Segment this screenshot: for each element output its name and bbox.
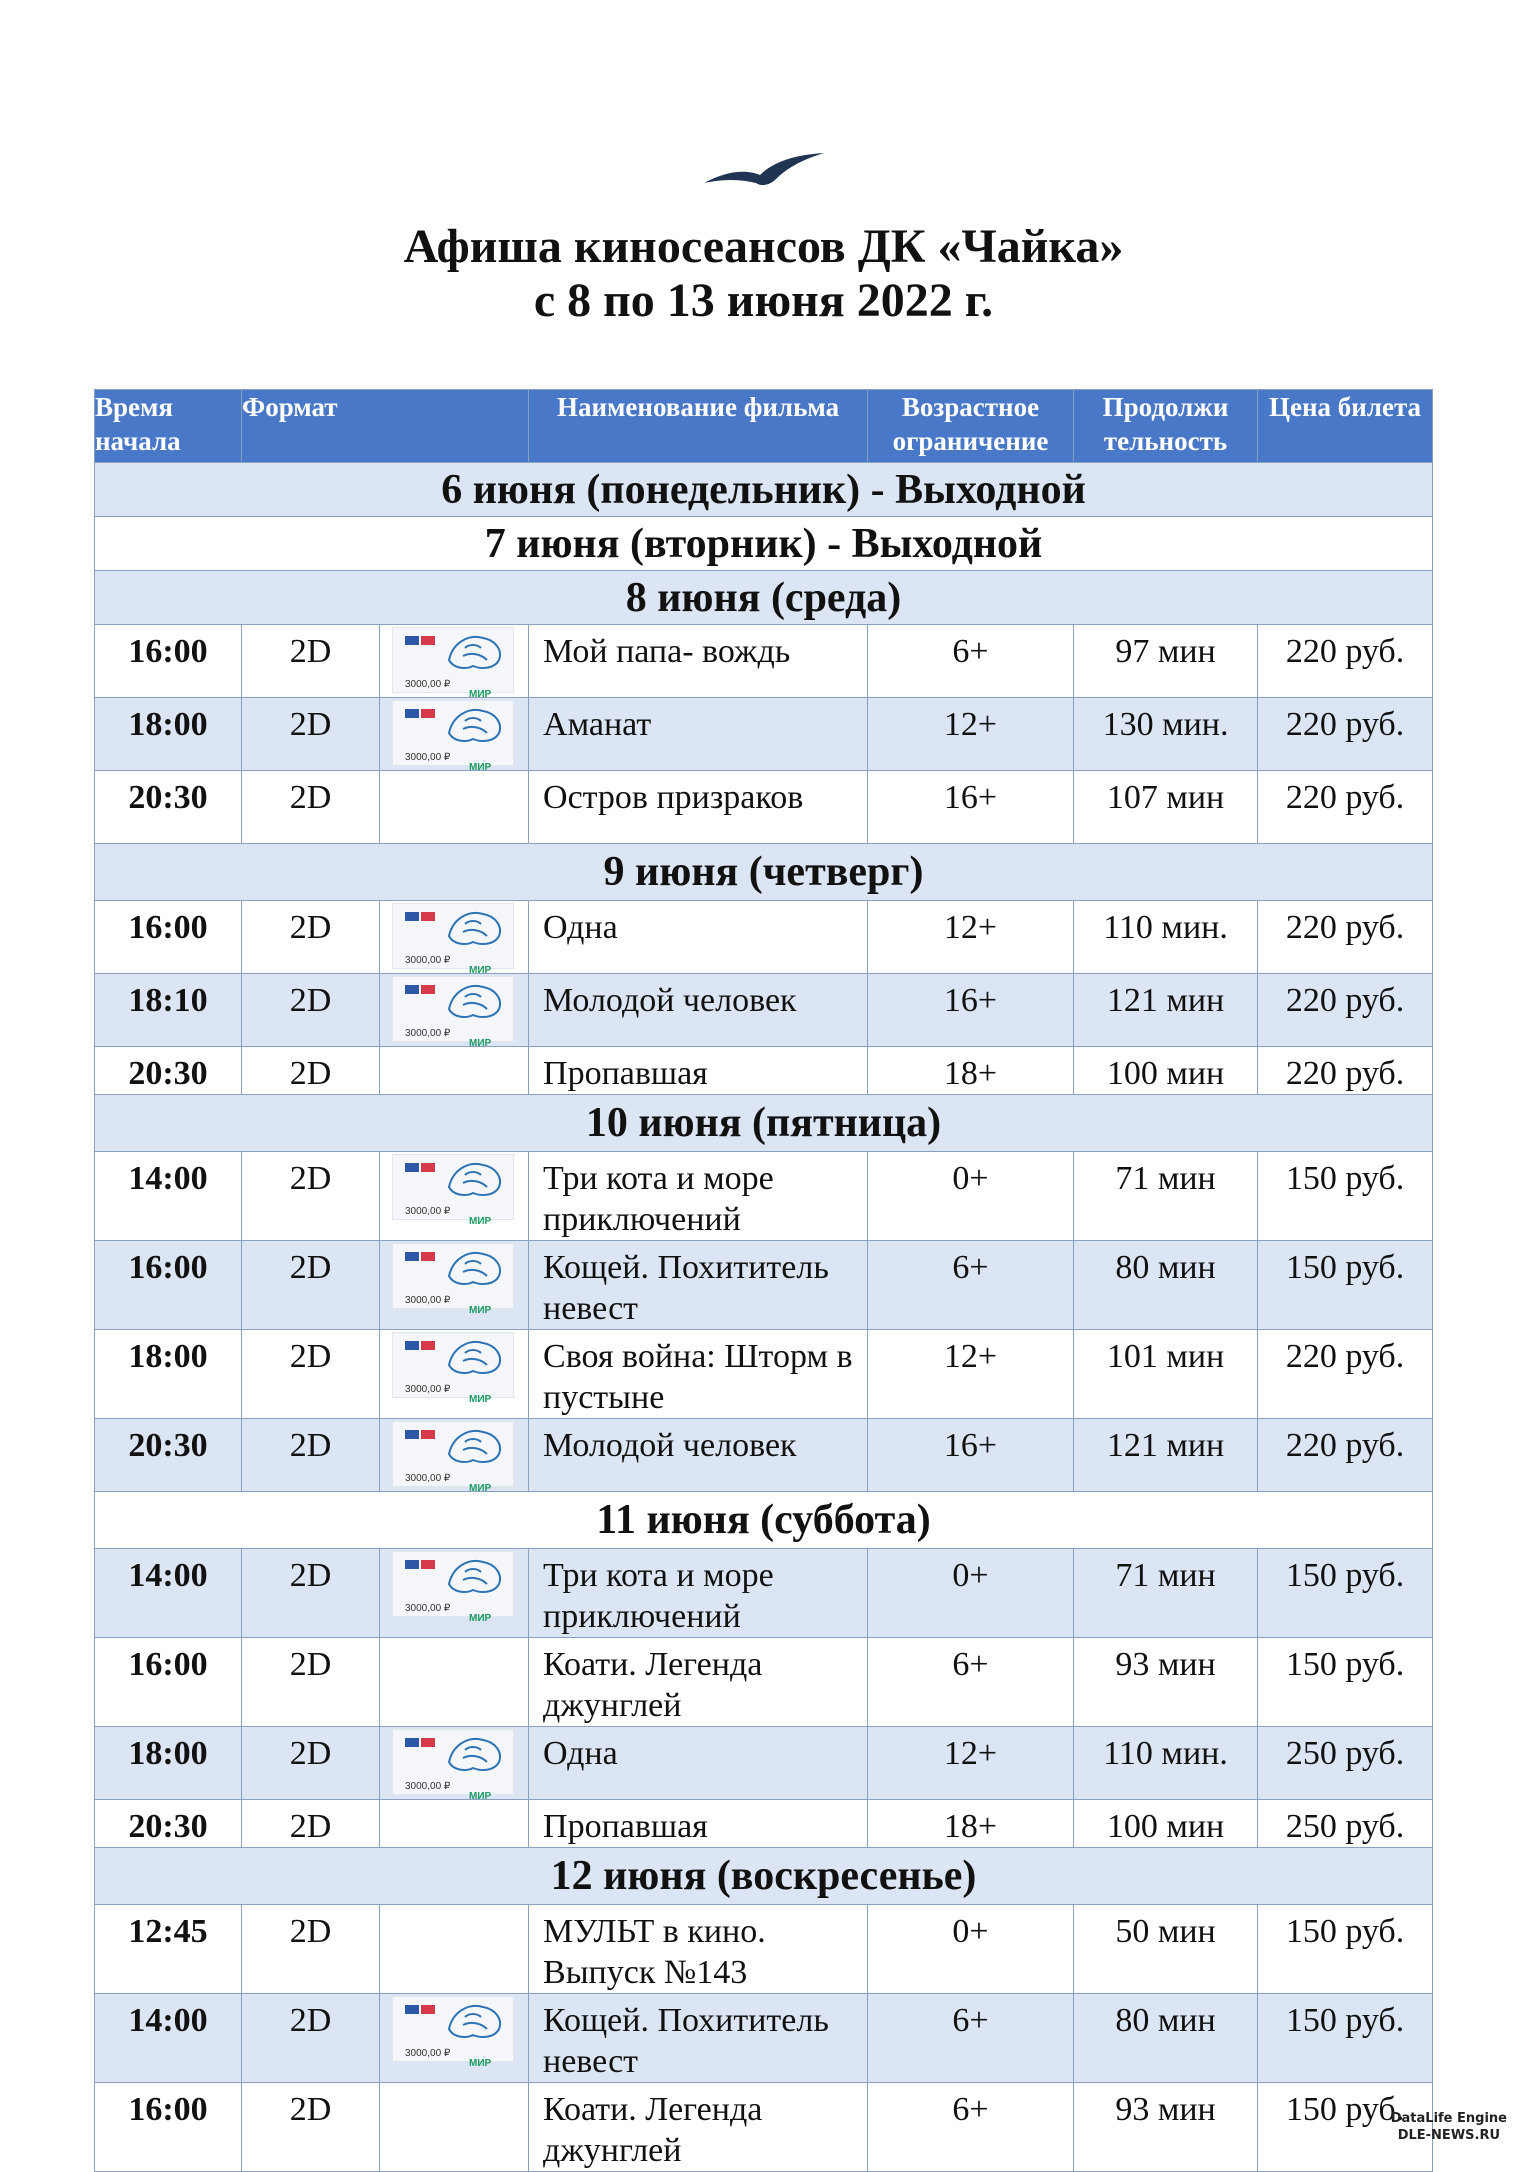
day-header-row <box>95 517 1433 571</box>
card-amount: 3000,00 ₽ <box>405 679 451 690</box>
age-rating: 6+ <box>868 625 1074 698</box>
film-title: Мой папа- вождь <box>529 625 868 698</box>
day-header-row <box>95 1492 1433 1549</box>
table-row <box>95 698 1433 771</box>
ticket-price: 220 руб. <box>1258 1419 1433 1492</box>
watermark <box>1391 2110 1507 2144</box>
table-row <box>95 771 1433 844</box>
column-header-time: Время начала <box>95 390 242 463</box>
ticket-price: 220 руб. <box>1258 974 1433 1047</box>
session-time: 16:00 <box>95 1241 242 1330</box>
session-time: 12:45 <box>95 1905 242 1994</box>
day-header-row <box>95 844 1433 901</box>
table-row <box>95 1800 1433 1848</box>
film-duration: 107 мин <box>1074 771 1258 844</box>
card-brand: МИР <box>469 1613 492 1624</box>
session-time: 20:30 <box>95 1047 242 1095</box>
pushkin-card-icon <box>392 627 514 700</box>
pushkin-card-cell <box>380 1800 529 1848</box>
film-title: Пропавшая <box>529 1047 868 1095</box>
session-format: 2D <box>242 1047 380 1095</box>
pushkin-card-cell <box>380 771 529 844</box>
day-header: 7 июня (вторник) - Выходной <box>95 517 1433 571</box>
card-brand: МИР <box>469 965 492 976</box>
pushkin-card-cell <box>380 625 529 698</box>
day-header: 6 июня (понедельник) - Выходной <box>95 463 1433 517</box>
pushkin-card-cell <box>380 1330 529 1419</box>
session-format: 2D <box>242 698 380 771</box>
session-format: 2D <box>242 1241 380 1330</box>
film-duration: 101 мин <box>1074 1330 1258 1419</box>
film-duration: 110 мин. <box>1074 1727 1258 1800</box>
ticket-price: 150 руб. <box>1258 1905 1433 1994</box>
ticket-price: 150 руб. <box>1258 1549 1433 1638</box>
pushkin-card-icon <box>392 1243 514 1316</box>
session-format: 2D <box>242 1994 380 2083</box>
session-format: 2D <box>242 2083 380 2172</box>
card-amount: 3000,00 ₽ <box>405 1781 451 1792</box>
day-header: 12 июня (воскресенье) <box>95 1848 1433 1905</box>
session-time: 20:30 <box>95 1419 242 1492</box>
card-amount: 3000,00 ₽ <box>405 752 451 763</box>
pushkin-card-cell <box>380 1241 529 1330</box>
schedule-table <box>94 389 1433 2172</box>
film-title: Коати. Легенда джунглей <box>529 1638 868 1727</box>
film-title: Пропавшая <box>529 1800 868 1848</box>
session-time: 20:30 <box>95 1800 242 1848</box>
card-amount: 3000,00 ₽ <box>405 1603 451 1614</box>
table-row <box>95 1994 1433 2083</box>
session-time: 18:00 <box>95 698 242 771</box>
card-amount: 3000,00 ₽ <box>405 1206 451 1217</box>
seagull-logo-icon <box>700 145 830 195</box>
table-row <box>95 1330 1433 1419</box>
film-duration: 50 мин <box>1074 1905 1258 1994</box>
pushkin-card-cell <box>380 698 529 771</box>
table-row <box>95 1905 1433 1994</box>
card-brand: МИР <box>469 1791 492 1802</box>
session-time: 18:10 <box>95 974 242 1047</box>
table-row <box>95 1047 1433 1095</box>
pushkin-card-icon <box>392 700 514 773</box>
watermark-line2: DLE-NEWS.RU <box>1397 2128 1501 2143</box>
card-brand: МИР <box>469 1216 492 1227</box>
day-header-row <box>95 571 1433 625</box>
ticket-price: 150 руб. <box>1258 1994 1433 2083</box>
pushkin-card-cell <box>380 1549 529 1638</box>
film-title: Остров призраков <box>529 771 868 844</box>
session-time: 16:00 <box>95 625 242 698</box>
column-header-format: Формат <box>242 390 529 463</box>
film-duration: 71 мин <box>1074 1152 1258 1241</box>
film-title: МУЛЬТ в кино. Выпуск №143 <box>529 1905 868 1994</box>
pushkin-card-icon <box>392 1729 514 1802</box>
session-format: 2D <box>242 1800 380 1848</box>
pushkin-card-cell <box>380 901 529 974</box>
card-brand: МИР <box>469 2058 492 2069</box>
age-rating: 16+ <box>868 974 1074 1047</box>
film-duration: 80 мин <box>1074 1994 1258 2083</box>
film-duration: 121 мин <box>1074 1419 1258 1492</box>
card-amount: 3000,00 ₽ <box>405 1384 451 1395</box>
page-subtitle: с 8 по 13 июня 2022 г. <box>533 274 994 327</box>
day-header: 9 июня (четверг) <box>95 844 1433 901</box>
film-title: Молодой человек <box>529 1419 868 1492</box>
film-duration: 80 мин <box>1074 1241 1258 1330</box>
session-format: 2D <box>242 901 380 974</box>
table-row <box>95 1152 1433 1241</box>
age-rating: 12+ <box>868 1727 1074 1800</box>
column-header-price: Цена билета <box>1258 390 1433 463</box>
card-brand: МИР <box>469 1394 492 1405</box>
session-time: 14:00 <box>95 1152 242 1241</box>
film-title: Своя война: Шторм в пустыне <box>529 1330 868 1419</box>
table-row <box>95 1638 1433 1727</box>
ticket-price: 220 руб. <box>1258 901 1433 974</box>
film-title: Аманат <box>529 698 868 771</box>
pushkin-card-cell <box>380 1994 529 2083</box>
ticket-price: 220 руб. <box>1258 1047 1433 1095</box>
ticket-price: 250 руб. <box>1258 1800 1433 1848</box>
column-header-name: Наименование фильма <box>529 390 868 463</box>
session-format: 2D <box>242 1905 380 1994</box>
pushkin-card-cell <box>380 974 529 1047</box>
watermark-line1: DataLife Engine <box>1390 2111 1507 2126</box>
card-amount: 3000,00 ₽ <box>405 1028 451 1039</box>
session-time: 16:00 <box>95 901 242 974</box>
film-title: Коати. Легенда джунглей <box>529 2083 868 2172</box>
session-time: 14:00 <box>95 1549 242 1638</box>
table-row <box>95 2083 1433 2172</box>
age-rating: 16+ <box>868 771 1074 844</box>
film-duration: 100 мин <box>1074 1047 1258 1095</box>
film-title: Одна <box>529 1727 868 1800</box>
card-brand: МИР <box>469 762 492 773</box>
pushkin-card-cell <box>380 1727 529 1800</box>
ticket-price: 220 руб. <box>1258 625 1433 698</box>
ticket-price: 220 руб. <box>1258 771 1433 844</box>
film-title: Три кота и море приключений <box>529 1549 868 1638</box>
age-rating: 0+ <box>868 1549 1074 1638</box>
day-header-row <box>95 463 1433 517</box>
pushkin-card-cell <box>380 1638 529 1727</box>
day-header-row <box>95 1095 1433 1152</box>
session-format: 2D <box>242 625 380 698</box>
session-time: 20:30 <box>95 771 242 844</box>
age-rating: 0+ <box>868 1905 1074 1994</box>
film-duration: 93 мин <box>1074 2083 1258 2172</box>
card-brand: МИР <box>469 1038 492 1049</box>
card-brand: МИР <box>469 1305 492 1316</box>
film-duration: 93 мин <box>1074 1638 1258 1727</box>
age-rating: 6+ <box>868 1994 1074 2083</box>
age-rating: 0+ <box>868 1152 1074 1241</box>
pushkin-card-cell <box>380 1419 529 1492</box>
session-format: 2D <box>242 1330 380 1419</box>
pushkin-card-icon <box>392 903 514 976</box>
age-rating: 12+ <box>868 1330 1074 1419</box>
film-duration: 121 мин <box>1074 974 1258 1047</box>
film-duration: 130 мин. <box>1074 698 1258 771</box>
pushkin-card-icon <box>392 1421 514 1494</box>
film-duration: 71 мин <box>1074 1549 1258 1638</box>
film-title: Три кота и море приключений <box>529 1152 868 1241</box>
schedule-body <box>95 463 1433 2172</box>
pushkin-card-icon <box>392 1551 514 1624</box>
day-header: 11 июня (суббота) <box>95 1492 1433 1549</box>
session-time: 18:00 <box>95 1727 242 1800</box>
session-format: 2D <box>242 771 380 844</box>
session-format: 2D <box>242 1727 380 1800</box>
card-amount: 3000,00 ₽ <box>405 955 451 966</box>
film-title: Одна <box>529 901 868 974</box>
page-title: Афиша киносеансов ДК «Чайка» <box>403 220 1124 273</box>
ticket-price: 250 руб. <box>1258 1727 1433 1800</box>
ticket-price: 150 руб. <box>1258 2083 1433 2172</box>
pushkin-card-icon <box>392 976 514 1049</box>
card-brand: МИР <box>469 689 492 700</box>
card-brand: МИР <box>469 1483 492 1494</box>
age-rating: 18+ <box>868 1800 1074 1848</box>
table-row <box>95 625 1433 698</box>
session-format: 2D <box>242 1152 380 1241</box>
age-rating: 6+ <box>868 1638 1074 1727</box>
session-time: 14:00 <box>95 1994 242 2083</box>
session-time: 16:00 <box>95 1638 242 1727</box>
session-format: 2D <box>242 1419 380 1492</box>
film-duration: 110 мин. <box>1074 901 1258 974</box>
ticket-price: 150 руб. <box>1258 1638 1433 1727</box>
ticket-price: 220 руб. <box>1258 1330 1433 1419</box>
age-rating: 18+ <box>868 1047 1074 1095</box>
pushkin-card-cell <box>380 1047 529 1095</box>
card-amount: 3000,00 ₽ <box>405 2048 451 2059</box>
film-title: Кощей. Похититель невест <box>529 1994 868 2083</box>
age-rating: 16+ <box>868 1419 1074 1492</box>
table-row <box>95 974 1433 1047</box>
film-title: Молодой человек <box>529 974 868 1047</box>
card-amount: 3000,00 ₽ <box>405 1473 451 1484</box>
age-rating: 12+ <box>868 698 1074 771</box>
session-time: 16:00 <box>95 2083 242 2172</box>
table-row <box>95 901 1433 974</box>
session-time: 18:00 <box>95 1330 242 1419</box>
day-header-row <box>95 1848 1433 1905</box>
table-row <box>95 1549 1433 1638</box>
day-header: 10 июня (пятница) <box>95 1095 1433 1152</box>
pushkin-card-cell <box>380 1152 529 1241</box>
pushkin-card-icon <box>392 1996 514 2069</box>
session-format: 2D <box>242 1549 380 1638</box>
age-rating: 12+ <box>868 901 1074 974</box>
session-format: 2D <box>242 1638 380 1727</box>
film-title: Кощей. Похититель невест <box>529 1241 868 1330</box>
ticket-price: 220 руб. <box>1258 698 1433 771</box>
pushkin-card-cell <box>380 2083 529 2172</box>
column-header-duration: Продолжи тельность <box>1074 390 1258 463</box>
table-row <box>95 1419 1433 1492</box>
pushkin-card-icon <box>392 1332 514 1405</box>
pushkin-card-cell <box>380 1905 529 1994</box>
age-rating: 6+ <box>868 1241 1074 1330</box>
ticket-price: 150 руб. <box>1258 1152 1433 1241</box>
age-rating: 6+ <box>868 2083 1074 2172</box>
table-row <box>95 1241 1433 1330</box>
day-header: 8 июня (среда) <box>95 571 1433 625</box>
ticket-price: 150 руб. <box>1258 1241 1433 1330</box>
column-header-age: Возрастное ограничение <box>868 390 1074 463</box>
table-header-row <box>95 390 1433 463</box>
table-row <box>95 1727 1433 1800</box>
film-duration: 97 мин <box>1074 625 1258 698</box>
session-format: 2D <box>242 974 380 1047</box>
film-duration: 100 мин <box>1074 1800 1258 1848</box>
pushkin-card-icon <box>392 1154 514 1227</box>
card-amount: 3000,00 ₽ <box>405 1295 451 1306</box>
